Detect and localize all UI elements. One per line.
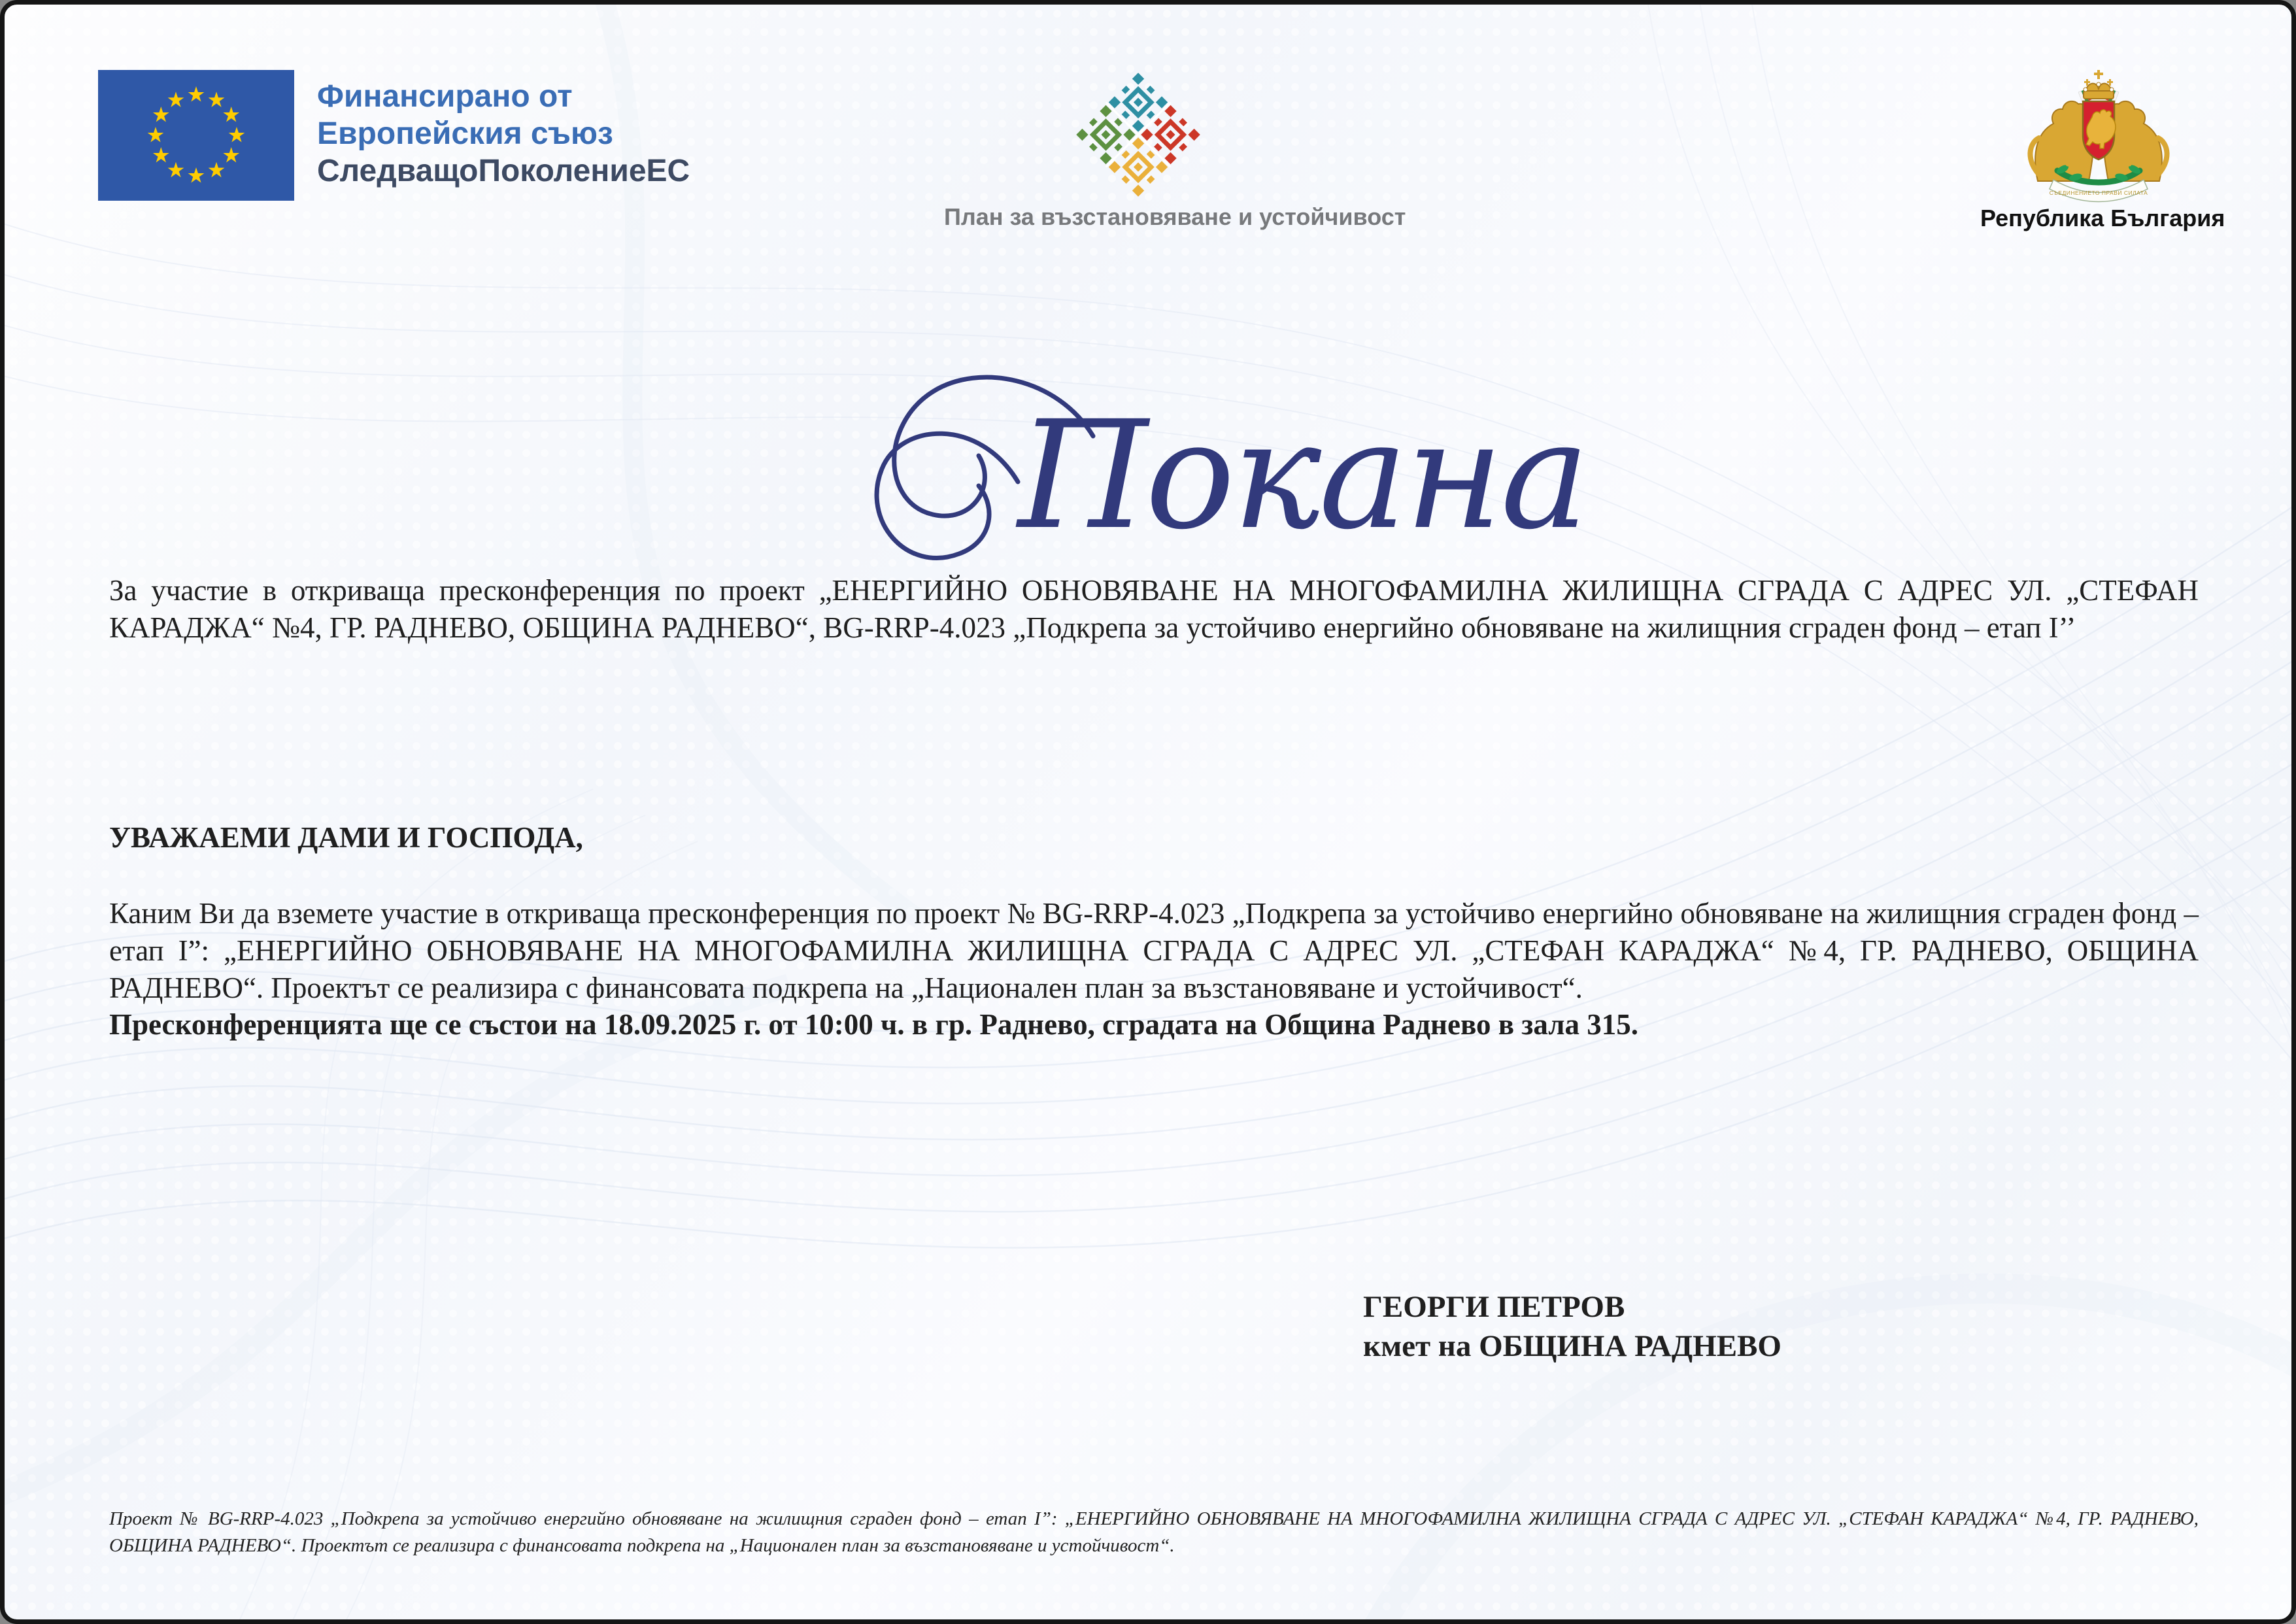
recovery-plan-diamond-icon bbox=[1072, 69, 1204, 201]
project-footer-note: Проект № BG-RRP-4.023 „Подкрепа за устойчиво енергийно обновяване на жилищния сграден фонд – етап I”: „ЕНЕРГИЙНО ОБНОВЯВАНЕ НА МНОГОФАМИЛНА ЖИЛИЩНА СГРАДА С АДРЕС УЛ. „СТЕФАН КАРАДЖА“ №4, ГР. РАДНЕВО, ОБЩИНА РАДНЕВО“. Проектът се реализира с финансовата подкрепа на „Национален план за възстановяване и устойчивост“. bbox=[109, 1508, 2199, 1556]
eu-funding-line1: Финансирано от bbox=[317, 79, 573, 114]
page-title: Покана bbox=[1018, 388, 1587, 562]
title-block bbox=[920, 367, 1587, 603]
recovery-plan-caption: План за възстановяване и устойчивост bbox=[944, 203, 1406, 230]
eu-flag-icon bbox=[98, 70, 294, 201]
signature-name: ГЕОРГИ ПЕТРОВ bbox=[1363, 1290, 1625, 1324]
shield-icon bbox=[2083, 101, 2116, 160]
invitation-paragraph: Каним Ви да вземете участие в откриваща пресконференция по проект № BG-RRP-4.023 „Подкрепа за устойчиво енергийно обновяване на жилищния сграден фонд – етап I”: „ЕНЕРГИЙНО ОБНОВЯВАНЕ НА МНОГОФАМИЛНА ЖИЛИЩНА СГРАДА С АДРЕС УЛ. „СТЕФАН КАРАДЖА“ №4, ГР. РАДНЕВО, ОБЩИНА РАДНЕВО“. Проектът се реализира с финансовата подкрепа на „Национален план за възстановяване и устойчивост“. bbox=[109, 897, 2199, 1004]
signature-block bbox=[1363, 1287, 1781, 1366]
emblem-caption: Република България bbox=[1980, 205, 2225, 231]
eu-funding-label bbox=[317, 78, 690, 190]
eu-funding-line2: Европейския съюз bbox=[317, 116, 613, 151]
signature-role: кмет на ОБЩИНА РАДНЕВО bbox=[1363, 1329, 1781, 1363]
eu-funding-line3: СледващоПоколениеЕС bbox=[317, 154, 690, 188]
intro-paragraph: За участие в откриваща пресконференция по проект „ЕНЕРГИЙНО ОБНОВЯВАНЕ НА МНОГОФАМИЛНА ЖИЛИЩНА СГРАДА С АДРЕС УЛ. „СТЕФАН КАРАДЖА“ №4, ГР. РАДНЕВО, ОБЩИНА РАДНЕВО“, BG-RRP-4.023 „Подкрепа за устойчиво енергийно обновяване на жилищния сграден фонд – етап I’’ bbox=[109, 574, 2199, 644]
motto-text: СЪЕДИНЕНИЕТО ПРАВИ СИЛАТА bbox=[2049, 190, 2148, 196]
crown-icon bbox=[2084, 70, 2114, 99]
bulgaria-coat-of-arms-icon bbox=[2023, 65, 2174, 203]
background-waves bbox=[5, 5, 2296, 1624]
event-details-line: Пресконференцията ще се състои на 18.09.2025 г. от 10:00 ч. в гр. Раднево, сградата на Община Раднево в зала 315. bbox=[109, 1008, 1638, 1041]
salutation: УВАЖАЕМИ ДАМИ И ГОСПОДА, bbox=[109, 821, 583, 854]
